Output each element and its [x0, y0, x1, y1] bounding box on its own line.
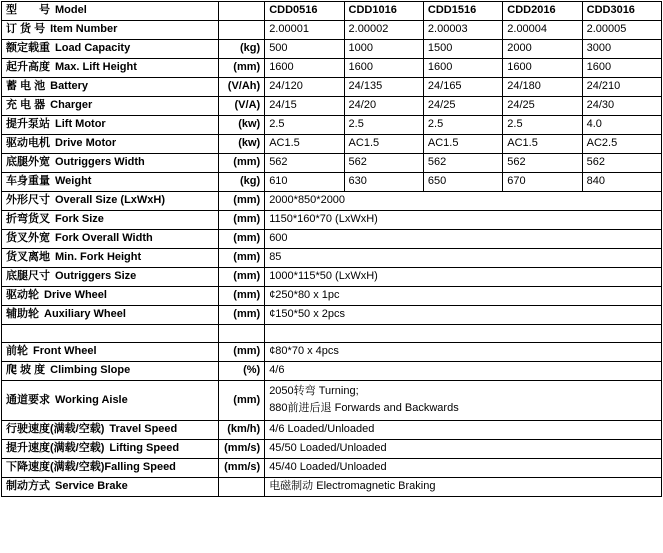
table-row: [2, 287, 662, 306]
row-value: 1000: [344, 40, 423, 59]
header-model-1: CDD0516: [265, 2, 344, 21]
row-label-cell: [2, 421, 219, 440]
row-value-merged: 85: [265, 249, 662, 268]
row-label-cn: 货叉离地: [6, 251, 50, 263]
row-value: 2.00004: [503, 21, 582, 40]
table-row: [2, 459, 662, 478]
row-label-cn: 下降速度(满载/空载): [6, 461, 105, 473]
row-label-en: Fork Overall Width: [55, 232, 153, 244]
row-label-cell: [2, 362, 219, 381]
row-label-en: Item Number: [50, 23, 118, 35]
table-row: [2, 268, 662, 287]
row-value: 562: [423, 154, 502, 173]
row-label-cn: 提升泵站: [6, 118, 50, 130]
row-value-merged: 4/6 Loaded/Unloaded: [265, 421, 662, 440]
row-value: 1500: [423, 40, 502, 59]
table-row: [2, 230, 662, 249]
row-value: 24/25: [423, 97, 502, 116]
row-label-en: Weight: [55, 175, 92, 187]
header-label-cell: [2, 2, 219, 21]
row-value: 24/20: [344, 97, 423, 116]
row-value-merged: 4/6: [265, 362, 662, 381]
row-value-merged: ¢80*70 x 4pcs: [265, 343, 662, 362]
row-value: 840: [582, 173, 661, 192]
table-row: [2, 116, 662, 135]
row-unit: (kg): [218, 40, 264, 59]
row-value-merged: 1150*160*70 (LxWxH): [265, 211, 662, 230]
row-label-cn: 额定载重: [6, 42, 50, 54]
aisle-turning-value: 2050转弯 Turning;: [269, 385, 359, 397]
row-value-merged: 1000*115*50 (LxWxH): [265, 268, 662, 287]
row-label-cn: 折弯货叉: [6, 213, 50, 225]
row-value-merged: 2000*850*2000: [265, 192, 662, 211]
table-row: [2, 478, 662, 497]
row-value: 2.5: [344, 116, 423, 135]
row-value: 24/210: [582, 78, 661, 97]
aisle-forward-backward-value: 880前进后退 Forwards and Backwards: [269, 402, 459, 414]
row-label-cell: [2, 78, 219, 97]
row-value: 4.0: [582, 116, 661, 135]
row-value: 562: [265, 154, 344, 173]
row-label-cell: [2, 135, 219, 154]
row-label-cn: 外形尺寸: [6, 194, 50, 206]
table-row: [2, 440, 662, 459]
row-label-cell: [2, 268, 219, 287]
row-value: 610: [265, 173, 344, 192]
row-value: 562: [582, 154, 661, 173]
row-value: 650: [423, 173, 502, 192]
row-label-en: Fork Size: [55, 213, 104, 225]
row-label-cn: 驱动轮: [6, 289, 39, 301]
row-label-cell: [2, 230, 219, 249]
row-value: 1600: [265, 59, 344, 78]
row-label-cn: 蓄 电 池: [6, 80, 46, 92]
row-value: 2.5: [503, 116, 582, 135]
row-label-cn: 底腿外宽: [6, 156, 50, 168]
row-value: 2.00001: [265, 21, 344, 40]
row-label-en: Falling Speed: [104, 461, 176, 473]
row-label-cn: 通道要求: [6, 393, 50, 406]
row-label-cn: 订 货 号: [6, 23, 46, 35]
row-label-cn: 行驶速度(满载/空载): [6, 423, 105, 435]
row-label-cell: [2, 40, 219, 59]
row-value: 24/25: [503, 97, 582, 116]
row-value: 2.5: [265, 116, 344, 135]
row-value-merged: 45/40 Loaded/Unloaded: [265, 459, 662, 478]
row-label-cn: 前轮: [6, 345, 28, 357]
table-row: [2, 249, 662, 268]
header-model-2: CDD1016: [344, 2, 423, 21]
row-unit: (mm/s): [218, 459, 264, 478]
row-unit: [218, 478, 264, 497]
row-label-cell: [2, 154, 219, 173]
row-unit: (kw): [218, 116, 264, 135]
table-row: [2, 59, 662, 78]
row-label-cn: 辅助轮: [6, 308, 39, 320]
row-label-en: Drive Wheel: [44, 289, 107, 301]
row-value: 3000: [582, 40, 661, 59]
row-value: 24/30: [582, 97, 661, 116]
row-label-en: Lifting Speed: [109, 442, 180, 454]
row-label-cn: 车身重量: [6, 175, 50, 187]
row-unit: (mm): [218, 306, 264, 325]
row-unit: (mm): [218, 287, 264, 306]
row-label-en: Battery: [50, 80, 89, 92]
row-label-en: Max. Lift Height: [55, 61, 137, 73]
row-label-cell: [2, 459, 219, 478]
row-unit: (km/h): [218, 421, 264, 440]
row-value: 24/135: [344, 78, 423, 97]
row-unit: [218, 21, 264, 40]
table-row: [2, 192, 662, 211]
row-unit: (mm): [218, 343, 264, 362]
row-label-en: Service Brake: [55, 480, 128, 492]
header-model-5: CDD3016: [582, 2, 661, 21]
table-row: [2, 306, 662, 325]
specification-table: [1, 1, 662, 497]
row-label-en: Outriggers Size: [55, 270, 137, 282]
row-label-cell: [2, 192, 219, 211]
row-label-cn: 货叉外宽: [6, 232, 50, 244]
row-unit: (mm): [218, 192, 264, 211]
row-label-cell: [2, 306, 219, 325]
row-value-merged: 电磁制动 Electromagnetic Braking: [265, 478, 662, 497]
table-row: [2, 78, 662, 97]
row-label-en: Load Capacity: [55, 42, 131, 54]
row-value: 2000: [503, 40, 582, 59]
row-label-cell: [2, 173, 219, 192]
row-label-cn: 爬 坡 度: [6, 364, 46, 376]
row-label-en: Travel Speed: [109, 423, 178, 435]
table-row-empty: [2, 325, 662, 343]
row-value: 2.00003: [423, 21, 502, 40]
table-row-working-aisle: [2, 381, 662, 421]
row-label-cell: [2, 343, 219, 362]
row-value: 2.00002: [344, 21, 423, 40]
row-unit: (kg): [218, 173, 264, 192]
row-value: 500: [265, 40, 344, 59]
row-label-cell: [2, 478, 219, 497]
row-label-cell: [2, 211, 219, 230]
header-model-4: CDD2016: [503, 2, 582, 21]
row-value: 562: [503, 154, 582, 173]
row-unit: (kw): [218, 135, 264, 154]
row-value: AC2.5: [582, 135, 661, 154]
row-label-cell: [2, 249, 219, 268]
row-unit: (mm): [218, 268, 264, 287]
row-value-merged: [265, 381, 662, 421]
row-value: 1600: [503, 59, 582, 78]
row-label-en: Overall Size (LxWxH): [55, 194, 166, 206]
row-label-cell: [2, 287, 219, 306]
row-unit: (%): [218, 362, 264, 381]
row-value: AC1.5: [503, 135, 582, 154]
row-label-en: Min. Fork Height: [55, 251, 142, 263]
row-label-en: Outriggers Width: [55, 156, 145, 168]
row-value: 2.00005: [582, 21, 661, 40]
row-value: 2.5: [423, 116, 502, 135]
row-value: 24/120: [265, 78, 344, 97]
row-value: AC1.5: [344, 135, 423, 154]
row-unit: (V/A): [218, 97, 264, 116]
row-unit: (mm): [218, 249, 264, 268]
row-unit: (mm): [218, 154, 264, 173]
row-value-merged: [265, 325, 662, 343]
row-label-en: Auxiliary Wheel: [44, 308, 126, 320]
row-label-en: Working Aisle: [55, 393, 128, 406]
row-unit: (V/Ah): [218, 78, 264, 97]
row-unit: (mm): [218, 381, 264, 421]
row-value-merged: ¢250*80 x 1pc: [265, 287, 662, 306]
table-row: [2, 343, 662, 362]
table-row: [2, 40, 662, 59]
row-value: 24/15: [265, 97, 344, 116]
row-unit: (mm): [218, 59, 264, 78]
header-unit-cell: [218, 2, 264, 21]
row-label-cn: 充 电 器: [6, 99, 46, 111]
row-label-cn: 起升高度: [6, 61, 50, 73]
table-row: [2, 21, 662, 40]
header-label-cn: 型 号: [6, 4, 50, 16]
row-label-en: Lift Motor: [55, 118, 106, 130]
table-row: [2, 362, 662, 381]
row-value: 1600: [344, 59, 423, 78]
row-value: AC1.5: [265, 135, 344, 154]
row-value-merged: ¢150*50 x 2pcs: [265, 306, 662, 325]
row-label-cell: [2, 97, 219, 116]
row-label-en: Charger: [50, 99, 93, 111]
row-label-en: Climbing Slope: [50, 364, 131, 376]
row-value-merged: 45/50 Loaded/Unloaded: [265, 440, 662, 459]
row-value: 1600: [582, 59, 661, 78]
row-unit: (mm): [218, 211, 264, 230]
table-header-row: [2, 2, 662, 21]
row-value: AC1.5: [423, 135, 502, 154]
row-label-cn: 制动方式: [6, 480, 50, 492]
row-value: 630: [344, 173, 423, 192]
header-label-en: Model: [55, 4, 87, 16]
row-label-cell: [2, 440, 219, 459]
row-label-cn: 底腿尺寸: [6, 270, 50, 282]
row-value: 670: [503, 173, 582, 192]
row-unit: (mm): [218, 230, 264, 249]
row-label-cell: [2, 325, 219, 343]
row-value: 1600: [423, 59, 502, 78]
table-row: [2, 154, 662, 173]
row-label-cell: [2, 381, 219, 421]
row-value-merged: 600: [265, 230, 662, 249]
row-unit: [218, 325, 264, 343]
row-label-cell: [2, 21, 219, 40]
row-label-cell: [2, 116, 219, 135]
row-value: 24/165: [423, 78, 502, 97]
row-label-cell: [2, 59, 219, 78]
row-label-en: Front Wheel: [33, 345, 97, 357]
table-row: [2, 97, 662, 116]
row-value: 562: [344, 154, 423, 173]
table-row: [2, 135, 662, 154]
row-label-cn: 驱动电机: [6, 137, 50, 149]
row-label-en: Drive Motor: [55, 137, 117, 149]
header-model-3: CDD1516: [423, 2, 502, 21]
row-label-cn: 提升速度(满载/空载): [6, 442, 105, 454]
table-row: [2, 173, 662, 192]
table-row: [2, 211, 662, 230]
row-unit: (mm/s): [218, 440, 264, 459]
row-value: 24/180: [503, 78, 582, 97]
table-row: [2, 421, 662, 440]
